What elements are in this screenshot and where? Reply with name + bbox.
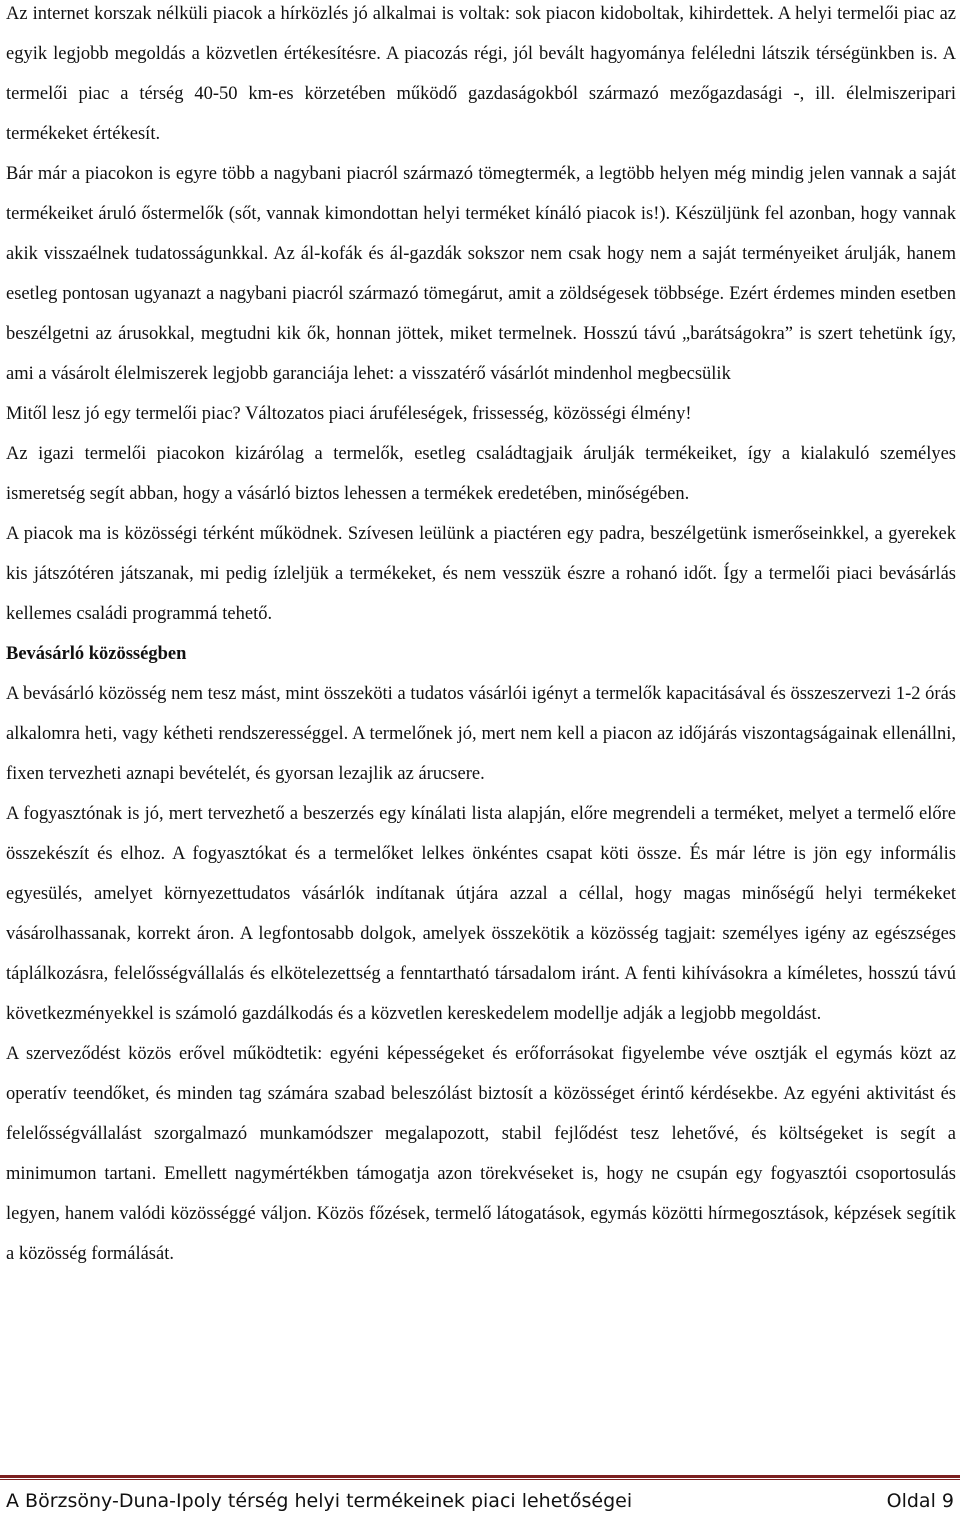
paragraph-buying-community: A bevásárló közösség nem tesz mást, mint összeköti a tudatos vásárlói igényt a termelők kapacitásával és összeszervezi 1-2 órás alkalomra heti, vagy kétheti rendszerességgel. A termelőnek jó, mert nem kell a piacon az időjárás viszontagságainak ellenállni, fixen tervezheti aznapi bevételét, és gyorsan lezajlik az árucsere. bbox=[6, 684, 956, 784]
footer-rule bbox=[0, 1475, 960, 1478]
page-footer bbox=[6, 1486, 954, 1516]
footer-rule-thin bbox=[0, 1479, 960, 1480]
section-heading: Bevásárló közösségben bbox=[6, 644, 187, 664]
page-number: Oldal 9 bbox=[886, 1490, 954, 1512]
footer-title: A Börzsöny-Duna-Ipoly térség helyi termékeinek piaci lehetőségei bbox=[6, 1490, 633, 1512]
paragraph-direct-sales: Az internet korszak nélküli piacok a hírközlés jó alkalmai is voltak: sok piacon kidoboltak, kihirdettek. A helyi termelői piac az egyik legjobb megoldás a közvetlen értékesítésre. A piacozás régi, jól bevált hagyománya feléledni látszik térségünkben is. A termelői piac a térség 40-50 km-es körzetében működő gazdaságokból származó mezőgazdasági -, ill. élelmiszeripari termékeket értékesít. bbox=[6, 4, 956, 144]
paragraph-organization: A szerveződést közös erővel működtetik: egyéni képességeket és erőforrásokat figyelembe véve osztják el egymás közt az operatív teendőket, és minden tag számára szabad beleszólást biztosít a közösséget érintő kérdésekbe. Az egyéni aktivitást és felelősségvállalást szorgalmazó munkamódszer megalapozott, stabil fejlődést tesz lehetővé, és költségeket is segít a minimumon tartani. Emellett nagymértékben támogatja azon törekvéseket is, hogy ne csupán egy fogyasztói csoportosulás legyen, hanem valódi közösséggé váljon. Közös főzések, termelő látogatások, egymás közötti hírmegosztások, képzések segítik a közösség formálását. bbox=[6, 1044, 956, 1264]
paragraph-market-warning: Bár már a piacokon is egyre több a nagybani piacról származó tömegtermék, a legtöbb helyen még mindig jelen vannak a saját termékeiket áruló őstermelők (sőt, vannak kimondottan helyi terméket kínáló piacok is!). Készüljünk fel azonban, hogy vannak akik visszaélnek tudatosságunkkal. Az ál-kofák és ál-gazdák sokszor nem csak hogy nem a saját terményeiket árulják, hanem esetleg pontosan ugyanazt a nagybani piacról származó tömegárut, amit a zöldségesek többsége. Ezért érdemes minden esetben beszélgetni az árusokkal, megtudni kik ők, honnan jöttek, miket termelnek. Hosszú távú „barátságokra” is szert tehetünk így, ami a vásárolt élelmiszerek legjobb garanciája lehet: a visszatérő vásárlót mindenhol megbecsülik bbox=[6, 164, 956, 384]
paragraph-community-space: A piacok ma is közösségi térként működnek. Szívesen leülünk a piactéren egy padra, beszélgetünk ismerőseinkkel, a gyerekek kis játszótéren játszanak, mi pedig ízleljük a termékeket, és nem vesszük észre a rohanó időt. Így a termelői piaci bevásárlás kellemes családi programmá tehető. bbox=[6, 524, 956, 624]
paragraph-real-markets: Az igazi termelői piacokon kizárólag a termelők, esetleg családtagjaik árulják termékeiket, így a kialakuló személyes ismeretség segít abban, hogy a vásárló biztos lehessen a termékek eredetében, minőségében. bbox=[6, 444, 956, 504]
paragraph-good-market: Mitől lesz jó egy termelői piac? Változatos piaci áruféleségek, frissesség, közösségi élmény! bbox=[6, 404, 692, 424]
paragraph-consumer-benefit: A fogyasztónak is jó, mert tervezhető a beszerzés egy kínálati lista alapján, előre megrendeli a terméket, melyet a termelő előre összekészít és elhoz. A fogyasztókat és a termelőket lelkes önkéntes csapat köti össze. És már létre is jön egy informális egyesülés, amelyet környezettudatos vásárlók indítanak útjára azzal a céllal, hogy magas minőségű helyi termékeket vásárolhassanak, korrekt áron. A legfontosabb dolgok, amelyek összekötik a közösség tagjait: személyes igény az egészséges táplálkozásra, felelősségvállalás és elkötelezettség a fenntartható társadalom iránt. A fenti kihívásokra a kíméletes, hosszú távú következményekkel is számoló gazdálkodás és a közvetlen kereskedelem modellje adják a legjobb megoldást. bbox=[6, 804, 956, 1024]
document-body bbox=[6, 0, 956, 1274]
